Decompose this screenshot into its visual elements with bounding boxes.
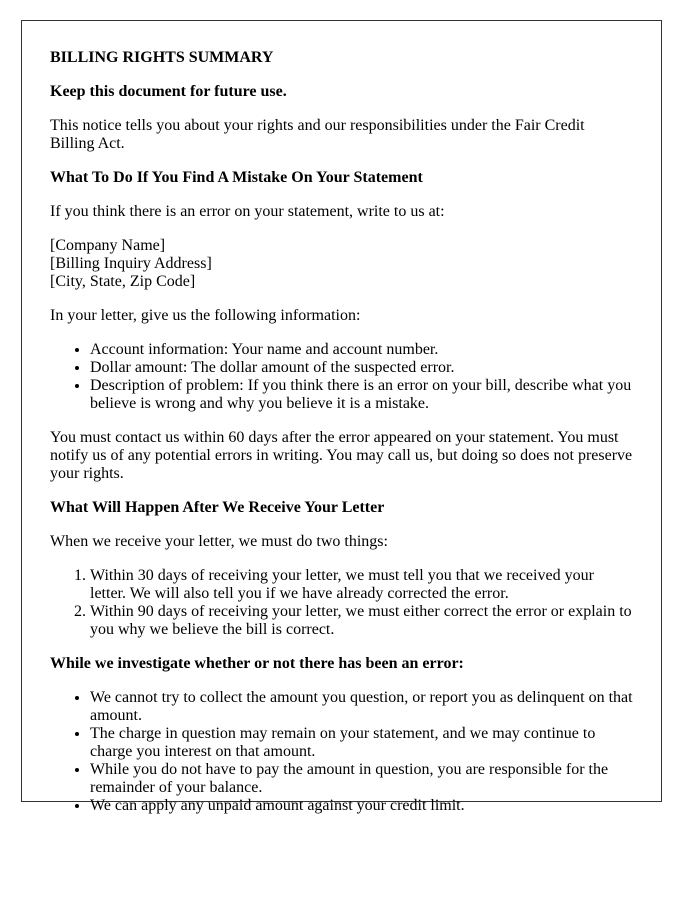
address-line-city: [City, State, Zip Code] (50, 273, 196, 290)
contact-deadline-paragraph: You must contact us within 60 days after the error appeared on your statement. You must notify us of any potential errors in writing. You may call us, but doing so does not preserve your rights. (50, 429, 633, 482)
letter-info-intro: In your letter, give us the following information: (50, 307, 361, 324)
letter-info-list (50, 341, 633, 413)
letter-info-item: • Account information: Your name and account number. (90, 341, 633, 359)
letter-info-item: • Dollar amount: The dollar amount of the suspected error. (90, 359, 633, 377)
investigation-item: • While you do not have to pay the amount in question, you are responsible for the remainder of your balance. (90, 761, 633, 797)
after-letter-steps-list (50, 567, 633, 639)
page-title: BILLING RIGHTS SUMMARY (50, 49, 274, 66)
investigation-item: • We cannot try to collect the amount you question, or report you as delinquent on that amount. (90, 689, 633, 725)
address-line-street: [Billing Inquiry Address] (50, 255, 212, 272)
section-heading-mistake: What To Do If You Find A Mistake On Your Statement (50, 169, 423, 186)
address-line-company: [Company Name] (50, 237, 166, 254)
billing-rights-document (21, 20, 662, 814)
investigation-list (50, 689, 633, 815)
intro-paragraph: This notice tells you about your rights and our responsibilities under the Fair Credit Billing Act. (50, 117, 585, 152)
section-heading-after-letter: What Will Happen After We Receive Your Letter (50, 499, 385, 516)
investigation-item: • The charge in question may remain on your statement, and we may continue to charge you interest on that amount. (90, 725, 633, 761)
after-letter-step: 1. Within 30 days of receiving your letter, we must tell you that we received your letter. We will also tell you if we have already corrected the error. (90, 567, 633, 603)
after-letter-step: 2. Within 90 days of receiving your letter, we must either correct the error or explain to you why we believe the bill is correct. (90, 603, 633, 639)
after-letter-intro: When we receive your letter, we must do two things: (50, 533, 388, 550)
write-to-us-line: If you think there is an error on your statement, write to us at: (50, 203, 445, 220)
section-heading-investigation: While we investigate whether or not there has been an error: (50, 655, 464, 672)
keep-note: Keep this document for future use. (50, 83, 287, 100)
letter-info-item: • Description of problem: If you think there is an error on your bill, describe what you believe is wrong and why you believe it is a mistake. (90, 377, 633, 413)
address-block (50, 237, 633, 291)
investigation-item: • We can apply any unpaid amount against your credit limit. (90, 797, 633, 815)
